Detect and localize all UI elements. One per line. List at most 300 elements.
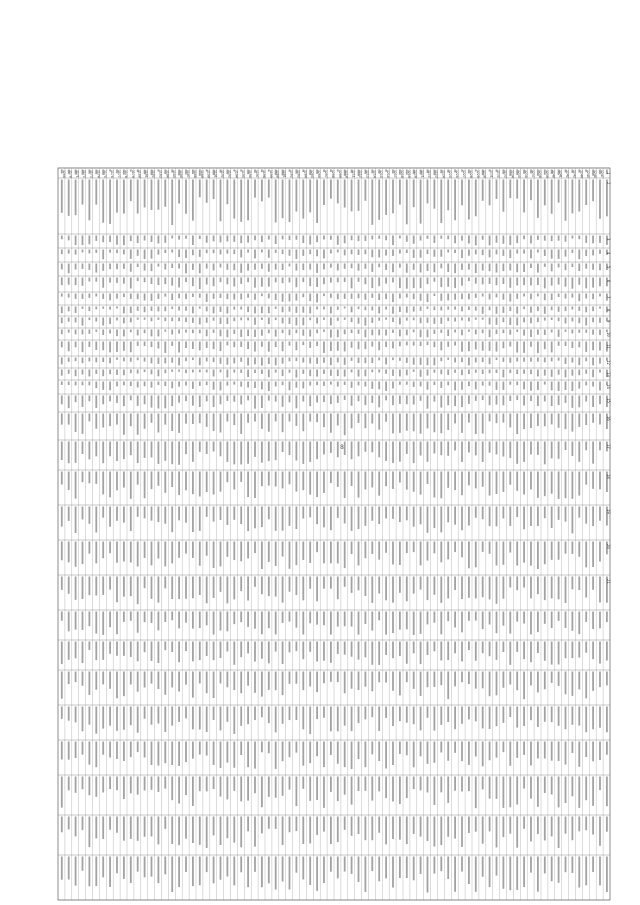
row-number: 1217 bbox=[393, 170, 398, 178]
cell-text-mark bbox=[378, 264, 380, 268]
cell-text-mark bbox=[75, 612, 77, 630]
cell-text-mark bbox=[337, 250, 339, 253]
cell-text-mark bbox=[261, 330, 263, 336]
cell-text-mark bbox=[378, 742, 380, 762]
cell-text-mark bbox=[323, 577, 325, 589]
cell-text-mark bbox=[123, 180, 125, 214]
cell-text-mark bbox=[206, 612, 208, 626]
cell-text-mark bbox=[102, 672, 104, 685]
cell-text-mark bbox=[392, 370, 394, 376]
cell-text-mark bbox=[289, 358, 291, 362]
cell-text-mark bbox=[199, 330, 201, 334]
cell-text-mark bbox=[171, 180, 173, 226]
cell-text-mark bbox=[468, 236, 470, 244]
cell-text-mark bbox=[164, 307, 166, 312]
cell-text-mark bbox=[544, 278, 546, 289]
cell-text-mark bbox=[95, 542, 97, 564]
cell-text-mark bbox=[509, 612, 511, 634]
cell-text-mark bbox=[482, 742, 484, 767]
cell-text-mark bbox=[220, 236, 222, 243]
cell-text-mark bbox=[226, 672, 228, 688]
cell-text-mark bbox=[95, 707, 97, 734]
cell-text-mark bbox=[371, 472, 373, 488]
cell-text-mark bbox=[116, 507, 118, 521]
cell-text-mark bbox=[378, 414, 380, 430]
cell-text-mark bbox=[447, 442, 449, 456]
cell-text-mark bbox=[523, 396, 525, 406]
cell-text-mark bbox=[551, 442, 553, 459]
cell-text-mark bbox=[151, 180, 153, 210]
cell-text-mark bbox=[351, 264, 353, 269]
cell-text-mark bbox=[392, 307, 394, 314]
cell-text-mark bbox=[344, 612, 346, 627]
cell-text-mark bbox=[378, 857, 380, 882]
cell-text-mark bbox=[496, 642, 498, 660]
cell-text-mark bbox=[220, 396, 222, 405]
cell-text-mark bbox=[468, 817, 470, 834]
cell-text-mark bbox=[309, 742, 311, 764]
cell-text-mark bbox=[302, 672, 304, 691]
cell-text-mark bbox=[316, 307, 318, 310]
cell-text-mark bbox=[316, 358, 318, 364]
cell-text-mark bbox=[164, 777, 166, 789]
cell-text-mark bbox=[61, 577, 63, 590]
cell-text-mark bbox=[61, 318, 63, 324]
cell-text-mark bbox=[157, 250, 159, 255]
cell-text-mark bbox=[378, 294, 380, 301]
cell-text-mark bbox=[75, 742, 77, 759]
row-number: 1193 bbox=[227, 170, 232, 178]
cell-text-mark bbox=[385, 777, 387, 799]
cell-text-mark bbox=[399, 612, 401, 630]
cell-text-mark bbox=[289, 278, 291, 283]
cell-text-mark bbox=[371, 642, 373, 665]
cell-text-mark bbox=[406, 442, 408, 454]
cell-text-mark bbox=[316, 414, 318, 423]
cell-text-mark bbox=[171, 577, 173, 600]
cell-text-mark bbox=[447, 330, 449, 336]
cell-text-mark bbox=[509, 180, 511, 199]
cell-text-mark bbox=[178, 707, 180, 722]
cell-text-mark bbox=[75, 342, 77, 348]
cell-text-mark bbox=[475, 672, 477, 689]
cell-text-mark bbox=[392, 857, 394, 888]
cell-text-mark bbox=[240, 777, 242, 802]
cell-text-mark bbox=[102, 577, 104, 595]
cell-text-mark bbox=[116, 330, 118, 337]
cell-text-mark bbox=[578, 370, 580, 376]
cell-text-mark bbox=[157, 857, 159, 884]
cell-text-mark bbox=[213, 236, 215, 242]
cell-text-mark bbox=[261, 180, 263, 202]
cell-text-mark bbox=[433, 330, 435, 334]
cell-text-mark bbox=[523, 612, 525, 624]
cell-text-mark bbox=[213, 396, 215, 407]
cell-text-mark bbox=[68, 857, 70, 880]
cell-text-mark bbox=[151, 742, 153, 765]
cell-text-mark bbox=[82, 250, 84, 253]
cell-text-mark bbox=[240, 707, 242, 726]
cell-text-mark bbox=[427, 742, 429, 764]
cell-text-mark bbox=[392, 577, 394, 603]
cell-text-mark bbox=[316, 707, 318, 720]
cell-text-mark bbox=[164, 342, 166, 353]
cell-text-mark bbox=[302, 342, 304, 346]
cell-text-mark bbox=[489, 342, 491, 351]
cell-text-mark bbox=[489, 264, 491, 272]
cell-text-mark bbox=[316, 396, 318, 403]
cell-text-mark bbox=[392, 318, 394, 323]
cell-text-mark bbox=[137, 672, 139, 692]
cell-text-mark bbox=[61, 542, 63, 561]
cell-text-mark bbox=[144, 278, 146, 283]
cell-text-mark bbox=[599, 358, 601, 364]
cell-text-mark bbox=[592, 414, 594, 423]
cell-text-mark bbox=[261, 250, 263, 253]
cell-text-mark bbox=[544, 358, 546, 363]
cell-text-mark bbox=[337, 180, 339, 204]
cell-text-mark bbox=[275, 358, 277, 366]
cell-text-mark bbox=[571, 642, 573, 659]
cell-text-mark bbox=[282, 742, 284, 762]
cell-text-mark bbox=[454, 236, 456, 244]
cell-text-mark bbox=[247, 236, 249, 243]
cell-text-mark bbox=[88, 278, 90, 282]
cell-text-mark bbox=[102, 294, 104, 299]
cell-text-mark bbox=[482, 414, 484, 434]
row-number: 1181 bbox=[144, 170, 149, 178]
cell-text-mark bbox=[295, 577, 297, 596]
cell-text-mark bbox=[157, 342, 159, 349]
cell-text-mark bbox=[309, 294, 311, 302]
cell-text-mark bbox=[295, 672, 297, 684]
cell-text-mark bbox=[61, 307, 63, 314]
cell-text-mark bbox=[502, 542, 504, 565]
cell-text-mark bbox=[247, 642, 249, 654]
cell-text-mark bbox=[599, 250, 601, 254]
cell-text-mark bbox=[82, 777, 84, 790]
row-number: 1194 bbox=[234, 170, 239, 178]
cell-text-mark bbox=[351, 330, 353, 334]
cell-text-mark bbox=[289, 342, 291, 346]
cell-text-mark bbox=[75, 358, 77, 362]
cell-text-mark bbox=[509, 577, 511, 588]
cell-text-mark bbox=[151, 396, 153, 408]
cell-text-mark bbox=[516, 330, 518, 332]
cell-text-mark bbox=[254, 330, 256, 338]
cell-text-mark bbox=[599, 642, 601, 664]
cell-text-mark bbox=[282, 507, 284, 531]
cell-text-mark bbox=[516, 382, 518, 386]
cell-text-mark bbox=[309, 318, 311, 321]
cell-text-mark bbox=[309, 672, 311, 687]
cell-text-mark bbox=[192, 180, 194, 221]
cell-text-mark bbox=[571, 414, 573, 432]
cell-text-mark bbox=[537, 250, 539, 253]
cell-text-mark bbox=[88, 817, 90, 848]
cell-text-mark bbox=[592, 236, 594, 244]
cell-text-mark bbox=[558, 342, 560, 346]
cell-text-mark bbox=[185, 342, 187, 348]
cell-text-mark bbox=[565, 472, 567, 499]
cell-text-mark bbox=[468, 777, 470, 792]
cell-text-mark bbox=[433, 342, 435, 348]
cell-text-mark bbox=[185, 857, 187, 873]
cell-text-mark bbox=[233, 857, 235, 886]
cell-text-mark bbox=[502, 707, 504, 723]
cell-text-mark bbox=[123, 236, 125, 246]
cell-text-mark bbox=[185, 180, 187, 214]
cell-text-mark bbox=[606, 180, 608, 217]
cell-text-mark bbox=[123, 672, 125, 697]
cell-text-mark bbox=[82, 236, 84, 246]
cell-text-mark bbox=[330, 396, 332, 405]
cell-text-mark bbox=[192, 577, 194, 599]
cell-text-mark bbox=[482, 330, 484, 334]
cell-text-mark bbox=[399, 330, 401, 337]
cell-text-mark bbox=[502, 250, 504, 256]
cell-text-mark bbox=[364, 330, 366, 338]
cell-text-mark bbox=[82, 330, 84, 335]
row-number: 1182 bbox=[151, 170, 156, 178]
cell-text-mark bbox=[192, 777, 194, 806]
cell-text-mark bbox=[185, 396, 187, 402]
cell-text-mark bbox=[489, 817, 491, 832]
cell-text-mark bbox=[440, 264, 442, 269]
cell-text-mark bbox=[116, 307, 118, 309]
cell-text-mark bbox=[268, 294, 270, 299]
cell-text-mark bbox=[268, 442, 270, 462]
cell-text-mark bbox=[82, 342, 84, 353]
cell-text-mark bbox=[309, 330, 311, 337]
cell-text-mark bbox=[496, 382, 498, 390]
cell-text-mark bbox=[130, 330, 132, 333]
cell-text-mark bbox=[82, 180, 84, 205]
cell-text-mark bbox=[427, 642, 429, 656]
cell-text-mark bbox=[565, 817, 567, 834]
cell-text-mark bbox=[289, 396, 291, 403]
cell-text-mark bbox=[61, 342, 63, 348]
cell-text-mark bbox=[171, 542, 173, 564]
cell-text-mark bbox=[551, 307, 553, 311]
cell-text-mark bbox=[123, 857, 125, 879]
cell-text-mark bbox=[233, 472, 235, 490]
cell-text-mark bbox=[537, 442, 539, 455]
cell-text-mark bbox=[571, 707, 573, 725]
cell-text-mark bbox=[151, 278, 153, 284]
cell-text-mark bbox=[109, 382, 111, 391]
cell-text-mark bbox=[475, 396, 477, 401]
cell-text-mark bbox=[523, 507, 525, 530]
cell-text-mark bbox=[130, 250, 132, 259]
cell-text-mark bbox=[585, 236, 587, 243]
cell-text-mark bbox=[151, 442, 153, 458]
cell-text-mark bbox=[447, 642, 449, 661]
cell-text-mark bbox=[489, 180, 491, 206]
cell-text-mark bbox=[551, 857, 553, 882]
cell-text-mark bbox=[151, 414, 153, 423]
row-number: 1192 bbox=[220, 170, 225, 178]
cell-text-mark bbox=[413, 330, 415, 333]
cell-text-mark bbox=[413, 278, 415, 289]
cell-text-mark bbox=[164, 472, 166, 493]
cell-text-mark bbox=[240, 382, 242, 387]
cell-text-mark bbox=[592, 318, 594, 323]
cell-text-mark bbox=[268, 264, 270, 272]
cell-text-mark bbox=[61, 442, 63, 461]
header-number: 15 bbox=[606, 398, 611, 403]
cell-text-mark bbox=[164, 707, 166, 732]
cell-text-mark bbox=[254, 264, 256, 270]
cell-text-mark bbox=[330, 382, 332, 385]
cell-text-mark bbox=[516, 278, 518, 286]
cell-text-mark bbox=[344, 672, 346, 694]
cell-text-mark bbox=[427, 577, 429, 601]
cell-text-mark bbox=[109, 396, 111, 402]
header-number: 8 bbox=[606, 309, 611, 312]
cell-text-mark bbox=[447, 318, 449, 321]
cell-text-mark bbox=[226, 278, 228, 285]
cell-text-mark bbox=[544, 742, 546, 759]
cell-text-mark bbox=[399, 382, 401, 385]
cell-text-mark bbox=[220, 612, 222, 631]
cell-text-mark bbox=[116, 542, 118, 563]
cell-text-mark bbox=[378, 382, 380, 390]
cell-text-mark bbox=[364, 577, 366, 597]
cell-text-mark bbox=[440, 542, 442, 563]
cell-text-mark bbox=[261, 642, 263, 659]
cell-text-mark bbox=[502, 330, 504, 334]
cell-text-mark bbox=[330, 250, 332, 254]
cell-text-mark bbox=[489, 612, 491, 625]
cell-text-mark bbox=[578, 672, 580, 690]
cell-text-mark bbox=[406, 318, 408, 321]
cell-text-mark bbox=[240, 236, 242, 244]
cell-text-mark bbox=[344, 278, 346, 283]
cell-text-mark bbox=[206, 442, 208, 455]
cell-text-mark bbox=[123, 442, 125, 460]
cell-text-mark bbox=[558, 612, 560, 621]
cell-text-mark bbox=[164, 542, 166, 567]
cell-text-mark bbox=[226, 294, 228, 300]
cell-text-mark bbox=[247, 382, 249, 388]
cell-text-mark bbox=[537, 370, 539, 377]
cell-text-mark bbox=[185, 577, 187, 599]
cell-text-mark bbox=[351, 370, 353, 373]
cell-text-mark bbox=[537, 294, 539, 297]
cell-text-mark bbox=[268, 307, 270, 314]
cell-text-mark bbox=[496, 370, 498, 373]
cell-text-mark bbox=[578, 817, 580, 832]
cell-text-mark bbox=[399, 278, 401, 289]
cell-text-mark bbox=[482, 507, 484, 520]
cell-text-mark bbox=[192, 342, 194, 349]
cell-text-mark bbox=[496, 294, 498, 298]
cell-text-mark bbox=[420, 442, 422, 456]
cell-text-mark bbox=[109, 672, 111, 689]
cell-text-mark bbox=[433, 318, 435, 324]
cell-text-mark bbox=[509, 442, 511, 458]
cell-text-mark bbox=[565, 507, 567, 522]
cell-text-mark bbox=[144, 294, 146, 301]
header-number: 6 bbox=[606, 280, 611, 283]
cell-text-mark bbox=[95, 507, 97, 533]
cell-text-mark bbox=[385, 542, 387, 553]
cell-text-mark bbox=[599, 612, 601, 629]
cell-text-mark bbox=[261, 414, 263, 429]
cell-text-mark bbox=[171, 358, 173, 363]
cell-text-mark bbox=[420, 358, 422, 365]
cell-text-mark bbox=[433, 577, 435, 595]
cell-text-mark bbox=[544, 642, 546, 661]
cell-text-mark bbox=[427, 672, 429, 688]
cell-text-mark bbox=[199, 472, 201, 497]
cell-text-mark bbox=[502, 294, 504, 300]
cell-text-mark bbox=[233, 414, 235, 426]
cell-text-mark bbox=[592, 507, 594, 527]
cell-text-mark bbox=[171, 342, 173, 346]
cell-text-mark bbox=[461, 278, 463, 286]
cell-text-mark bbox=[137, 330, 139, 336]
cell-text-mark bbox=[447, 236, 449, 240]
cell-text-mark bbox=[530, 330, 532, 338]
cell-text-mark bbox=[447, 180, 449, 211]
cell-text-mark bbox=[385, 472, 387, 487]
cell-text-mark bbox=[330, 542, 332, 564]
cell-text-mark bbox=[275, 414, 277, 422]
cell-text-mark bbox=[130, 672, 132, 685]
cell-text-mark bbox=[330, 442, 332, 453]
cell-text-mark bbox=[316, 382, 318, 386]
cell-text-mark bbox=[82, 472, 84, 483]
cell-text-mark bbox=[275, 330, 277, 337]
cell-text-mark bbox=[137, 180, 139, 214]
cell-text-mark bbox=[378, 396, 380, 408]
cell-text-mark bbox=[233, 236, 235, 242]
cell-text-mark bbox=[247, 307, 249, 313]
cell-text-mark bbox=[316, 294, 318, 303]
cell-text-mark bbox=[185, 672, 187, 685]
cell-text-mark bbox=[178, 472, 180, 496]
cell-text-mark bbox=[496, 442, 498, 455]
cell-text-mark bbox=[130, 236, 132, 242]
cell-text-mark bbox=[516, 358, 518, 362]
cell-text-mark bbox=[516, 342, 518, 353]
cell-text-mark bbox=[358, 382, 360, 386]
cell-text-mark bbox=[461, 358, 463, 363]
cell-text-mark bbox=[358, 672, 360, 690]
cell-text-mark bbox=[206, 307, 208, 312]
cell-text-mark bbox=[482, 318, 484, 320]
header-number: 10 bbox=[606, 332, 611, 337]
cell-text-mark bbox=[102, 742, 104, 755]
cell-text-mark bbox=[516, 294, 518, 299]
cell-text-mark bbox=[502, 472, 504, 492]
cell-text-mark bbox=[68, 264, 70, 274]
cell-text-mark bbox=[413, 577, 415, 594]
cell-text-mark bbox=[530, 577, 532, 599]
cell-text-mark bbox=[82, 264, 84, 269]
cell-text-mark bbox=[268, 857, 270, 884]
cell-text-mark bbox=[496, 396, 498, 405]
cell-text-mark bbox=[323, 264, 325, 270]
cell-text-mark bbox=[144, 542, 146, 558]
cell-text-mark bbox=[565, 358, 567, 364]
cell-text-mark bbox=[399, 358, 401, 361]
cell-text-mark bbox=[116, 742, 118, 759]
cell-text-mark bbox=[199, 777, 201, 792]
cell-text-mark bbox=[585, 278, 587, 289]
